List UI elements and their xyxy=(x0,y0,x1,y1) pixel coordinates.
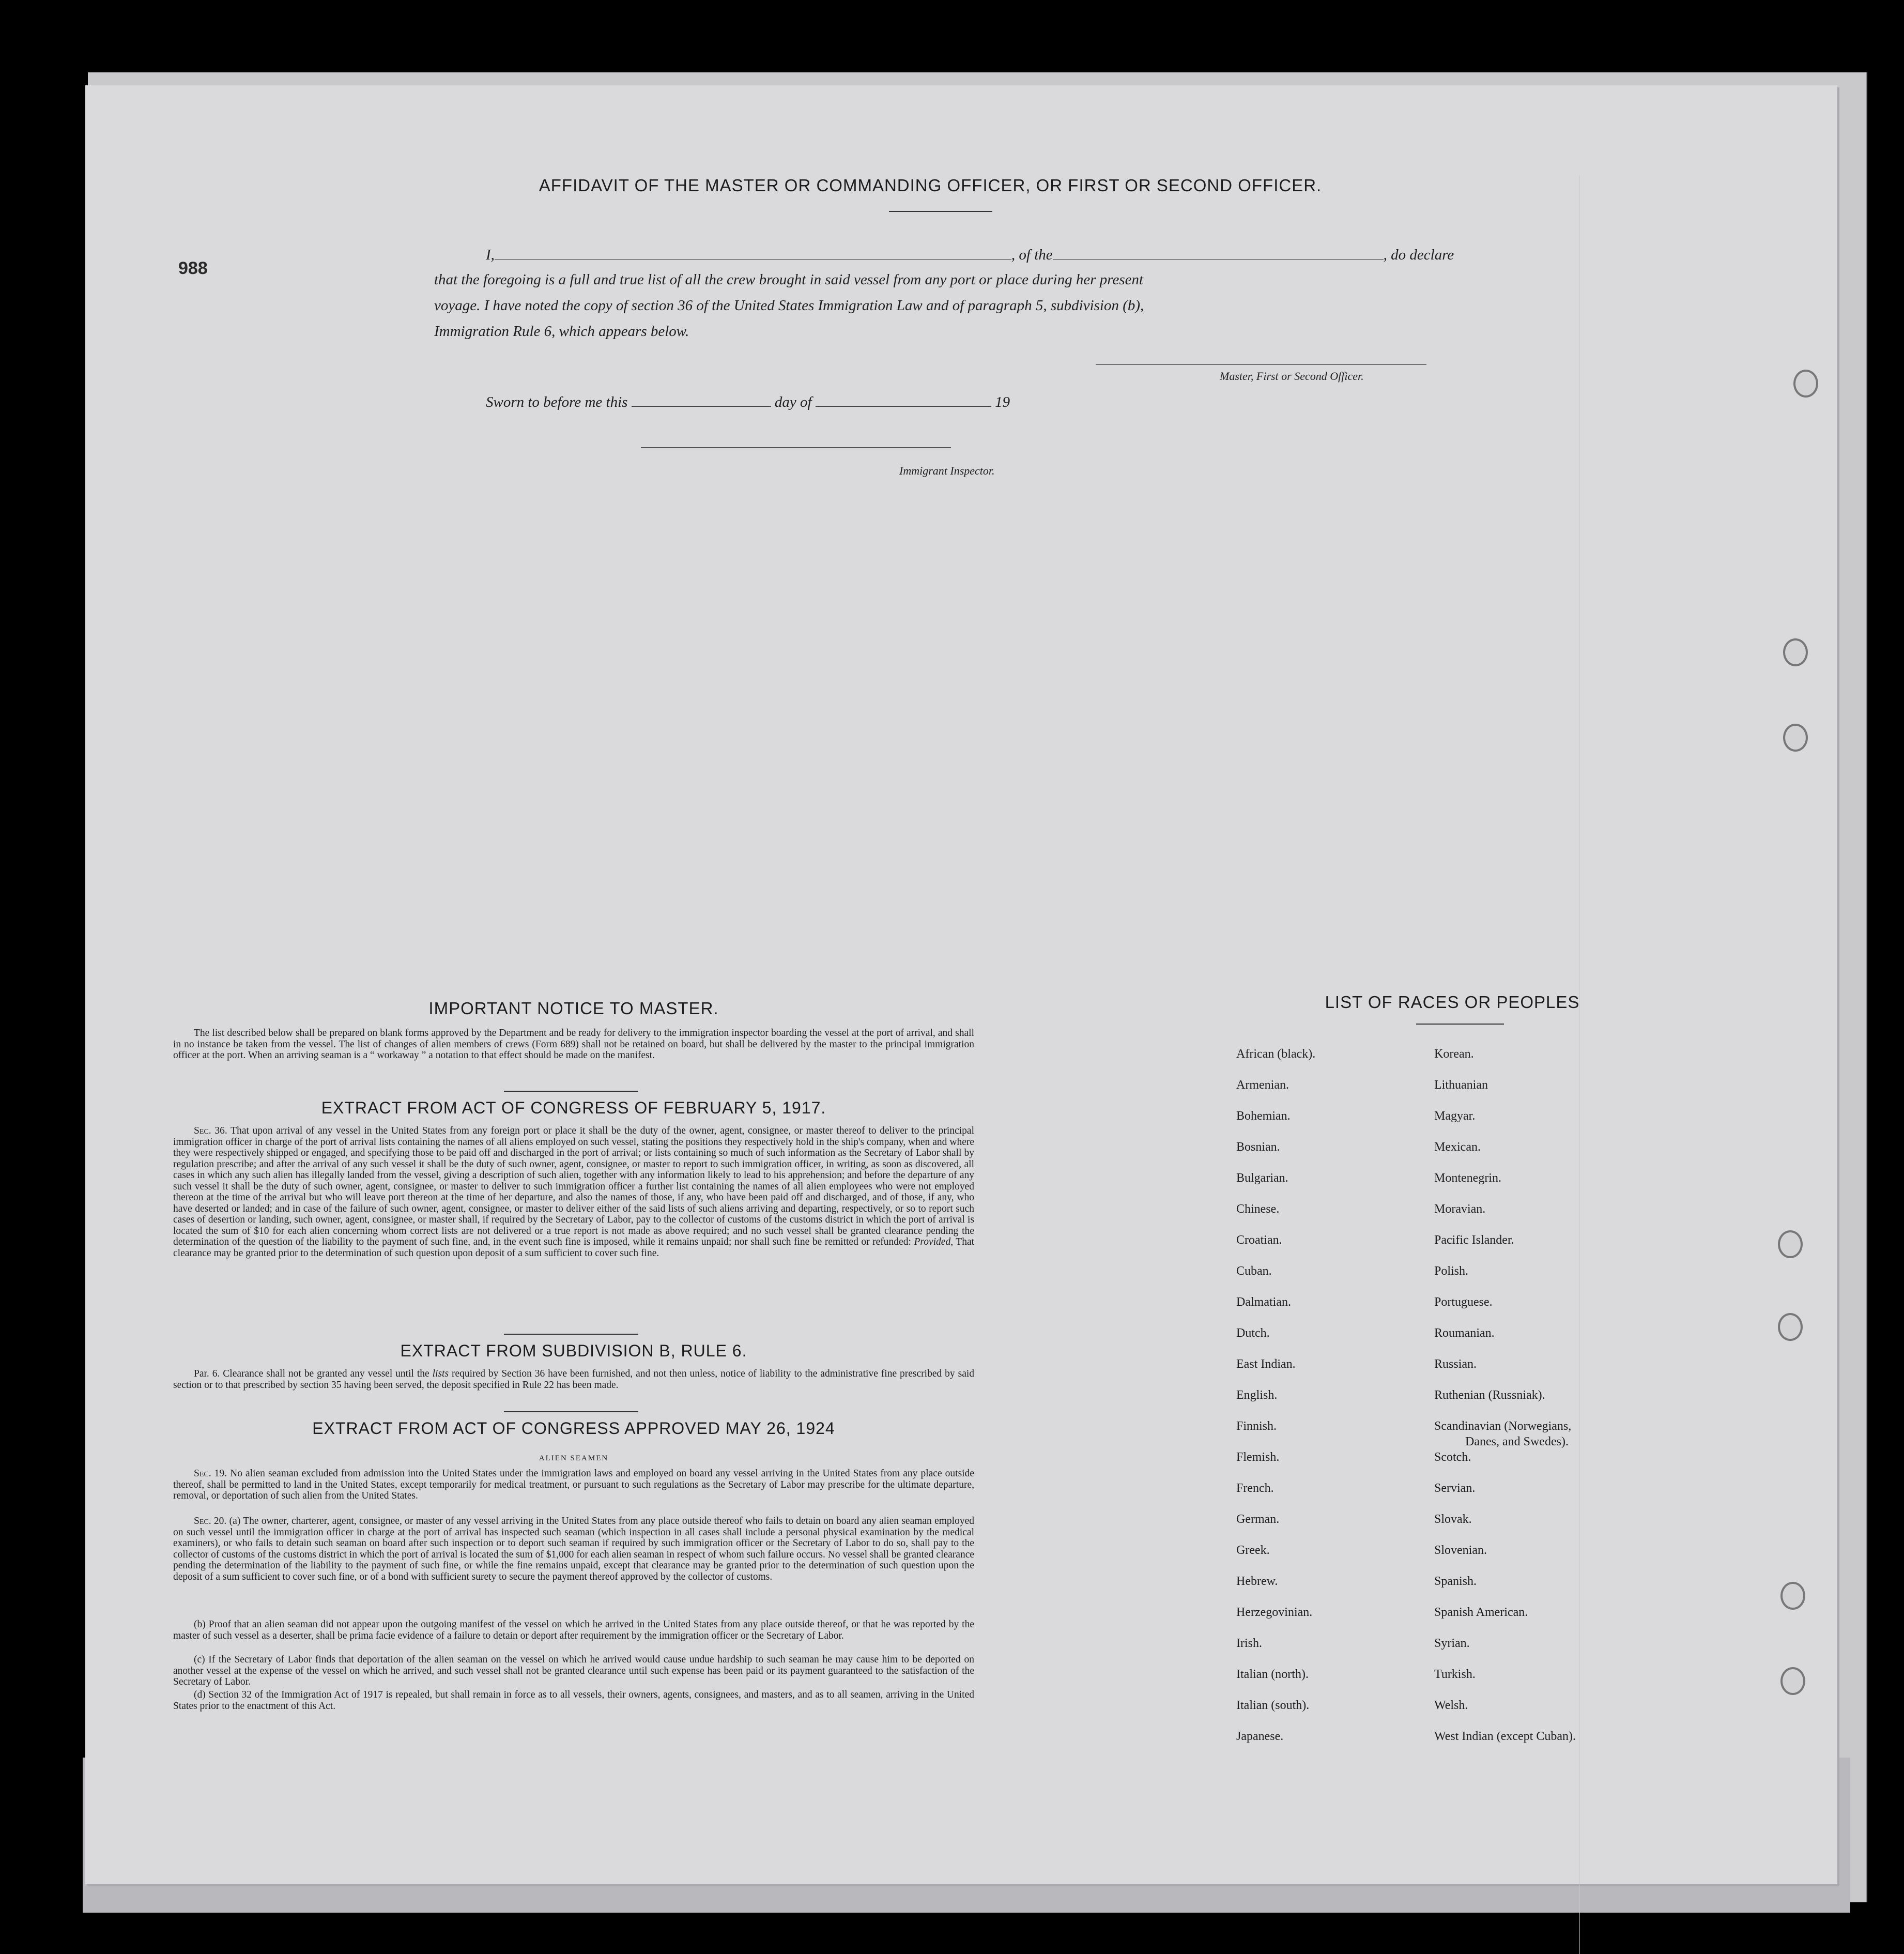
sworn-month-field[interactable] xyxy=(816,393,991,407)
sec20-b: (b) Proof that an alien seaman did not appear upon the outgoing manifest of the vessel on which he arrived in the United States from any place outside thereof, or that he was reported by the master of such vessel as a deserter, shall be prima facie evidence of a failure to detain or deport after requirement by the immigration officer or the Secretary of Labor. xyxy=(173,1619,974,1641)
sec20-label: Sec. 20. xyxy=(194,1516,227,1526)
race-item: Roumanian. xyxy=(1434,1326,1495,1340)
race-item: English. xyxy=(1236,1388,1278,1402)
affidavit-line-4: Immigration Rule 6, which appears below. xyxy=(434,323,689,340)
race-item: French. xyxy=(1236,1482,1274,1495)
race-item: Dalmatian. xyxy=(1236,1295,1291,1309)
races-section xyxy=(1230,987,1675,1763)
races-title: LIST OF RACES OR PEOPLES xyxy=(1325,993,1580,1012)
races-rule xyxy=(1416,1024,1504,1025)
extract1-provided: Provided, xyxy=(914,1236,954,1247)
race-item: Ruthenian (Russniak). xyxy=(1434,1388,1545,1402)
sec19-label: Sec. 19. xyxy=(194,1468,227,1479)
race-item: Japanese. xyxy=(1236,1730,1284,1743)
race-item: Croatian. xyxy=(1236,1233,1282,1247)
inspector-caption: Immigrant Inspector. xyxy=(899,464,995,477)
race-item: Herzegovinian. xyxy=(1236,1606,1313,1619)
race-item: Polish. xyxy=(1434,1264,1469,1278)
race-item: East Indian. xyxy=(1236,1357,1296,1371)
race-item: African (black). xyxy=(1236,1047,1316,1061)
race-item: Welsh. xyxy=(1434,1699,1468,1712)
sworn-day-field[interactable] xyxy=(632,393,771,407)
race-item: Mexican. xyxy=(1434,1140,1481,1154)
declarant-name-field[interactable] xyxy=(495,246,1011,259)
sec20-a xyxy=(173,1516,974,1582)
race-item: Hebrew. xyxy=(1236,1575,1278,1588)
sworn-prefix: Sworn to before me this xyxy=(486,394,628,410)
race-item: Irish. xyxy=(1236,1637,1262,1650)
affidavit-line-2: that the foregoing is a full and true list of all the crew brought in said vessel from any port or place during her present xyxy=(434,271,1144,288)
title-rule xyxy=(889,211,992,212)
race-item: Italian (north). xyxy=(1236,1668,1309,1681)
race-item: Italian (south). xyxy=(1236,1699,1310,1712)
races-left-column xyxy=(1236,1047,1315,1760)
extract1-body xyxy=(173,1125,974,1259)
do-declare-label: , do declare xyxy=(1383,247,1454,263)
day-of-label: day of xyxy=(774,394,812,410)
binding-hole xyxy=(1780,1582,1805,1610)
race-item: West Indian (except Cuban). xyxy=(1434,1730,1576,1743)
notice-rule xyxy=(504,1091,638,1092)
race-item: Armenian. xyxy=(1236,1078,1289,1092)
binding-hole xyxy=(1778,1313,1803,1341)
extract1-tail: That clearance may be granted prior to the determination of such question upon deposit of a sum sufficient to cover such fine. xyxy=(173,1236,975,1259)
extract1-rule xyxy=(504,1334,638,1335)
race-item: Portuguese. xyxy=(1434,1295,1493,1309)
notice-title: IMPORTANT NOTICE TO MASTER. xyxy=(428,999,719,1018)
master-signature-field[interactable] xyxy=(1096,364,1426,365)
extract1-section-label: Sec. 36. xyxy=(194,1125,227,1136)
race-item: Flemish. xyxy=(1236,1451,1280,1464)
sworn-line xyxy=(486,393,1010,411)
race-item: Russian. xyxy=(1434,1357,1477,1371)
binding-hole xyxy=(1778,1230,1803,1258)
race-item: German. xyxy=(1236,1513,1280,1526)
extract2-lists: lists xyxy=(432,1368,449,1379)
race-item: Pacific Islander. xyxy=(1434,1233,1514,1247)
race-item: Slovak. xyxy=(1434,1513,1472,1526)
binding-hole xyxy=(1780,1667,1805,1695)
race-item: Slovenian. xyxy=(1434,1544,1487,1557)
race-item: Servian. xyxy=(1434,1482,1476,1495)
extract3-subtitle: ALIEN SEAMEN xyxy=(539,1454,609,1462)
sec19-text: No alien seaman excluded from admission into the United States under the immigration laws and employed on board any vessel arriving in the United States from any place outside thereof, shall be permitted to land in the United States, except temporarily for medical treatment, or pursuant to such regulations as the Secretary of Labor may prescribe for the ultimate departure, removal, or deportation of such alien from the United States. xyxy=(173,1468,975,1501)
race-item: Montenegrin. xyxy=(1434,1171,1501,1185)
binding-hole xyxy=(1783,638,1808,666)
binding-hole xyxy=(1783,724,1808,752)
race-item: Finnish. xyxy=(1236,1419,1277,1433)
extract2-body xyxy=(173,1368,974,1391)
race-item: Spanish American. xyxy=(1434,1606,1528,1619)
race-item: Bulgarian. xyxy=(1236,1171,1288,1185)
race-item: Turkish. xyxy=(1434,1668,1476,1681)
sec19-body xyxy=(173,1468,974,1502)
affidavit-title: AFFIDAVIT OF THE MASTER OR COMMANDING OFFICER, OR FIRST OR SECOND OFFICER. xyxy=(539,176,1322,195)
affidavit-section xyxy=(403,171,1457,491)
race-item: Moravian. xyxy=(1434,1202,1486,1216)
race-item: Scandinavian (Norwegians, xyxy=(1434,1419,1572,1433)
extract1-text: That upon arrival of any vessel in the United States from any foreign port or place it shall be the duty of the owner, agent, consignee, or master thereof to deliver to the principal immigration officer in charge of the port of arrival lists containing the names of all aliens employed on such vessel, stating the positions they respectively hold in the ship's company, when and where they were respectively shipped or engaged, and specifying those to be paid off and discharged in the port of arrival; or lists containing so much of such information as the Secretary of Labor shall by regulation prescribe; and after the arrival of any such vessel it shall be the duty of such owner, agent, consignee, or master to report to such immigration officer, in writing, as soon as discovered, all cases in which any such alien has illegally landed from the vessel, giving a description of such alien, together with any information likely to lead to his apprehension; and before the departure of any such vessel it shall be the duty of such owner, agent, consignee, or master to deliver to such immigration officer a further list containing the names of all alien employees who were not employed thereon at the time of the arrival but who will leave port thereon at the time of her departure, and also the names of those, if any, who have been paid off and discharged, and of those, if any, who have deserted or landed; and in case of the failure of such owner, agent, consignee, or master to deliver either of the said lists of such aliens arriving and departing, respectively, or so to report such cases of desertion or landing, such owner, agent, consignee, or master shall, if required by the Secretary of Labor, pay to the collector of customs of the customs district in which the port of arrival is located the sum of $10 for each alien concerning whom correct lists are not delivered or a true report is not made as above required; and no such vessel shall be granted clearance pending the determination of the question of the liability to the payment of such fine, and, in the event such fine is imposed, while it remains unpaid; nor shall such fine be remitted or refunded: xyxy=(173,1125,974,1247)
extract2-rule xyxy=(504,1411,638,1412)
notice-section xyxy=(173,993,974,1768)
race-item: Danes, and Swedes). xyxy=(1465,1435,1569,1448)
extract2-title: EXTRACT FROM SUBDIVISION B, RULE 6. xyxy=(400,1341,747,1360)
notice-body: The list described below shall be prepared on blank forms approved by the Department and be ready for delivery to the immigration inspector boarding the vessel at the port of arrival, and shall in no instance be taken from the vessel. The list of changes of alien members of crews (Form 689) shall not be retained on board, but shall be delivered by the master to the principal immigration officer at the port. When an arriving seaman is a “ workaway ” a notation to that effect should be made on the manifest. xyxy=(173,1028,974,1061)
race-item: Dutch. xyxy=(1236,1326,1270,1340)
race-item: Bohemian. xyxy=(1236,1109,1291,1123)
extract2-text-b: required by Section 36 have been furnished, and not then unless, notice of liability to the administrative fine prescribed by said section or to that prescribed by section 35 having been served, the deposit specified in Rule 22 has been made. xyxy=(173,1368,975,1391)
sec20-c: (c) If the Secretary of Labor finds that deportation of the alien seaman on the vessel on which he arrived would cause undue hardship to such seaman he may cause him to be deported on another vessel at the expense of the vessel on which he arrived, and such vessel shall not be granted clearance until such expense has been paid or its payment guaranteed to the satisfaction of the Secretary of Labor. xyxy=(173,1654,974,1687)
specimen-number: 988 xyxy=(178,258,208,278)
race-item: Syrian. xyxy=(1434,1637,1470,1650)
race-item: Spanish. xyxy=(1434,1575,1477,1588)
race-item: Lithuanian xyxy=(1434,1078,1488,1092)
race-item: Greek. xyxy=(1236,1544,1270,1557)
sec20-d: (d) Section 32 of the Immigration Act of 1917 is repealed, but shall remain in force as to all vessels, their owners, agents, consignees, and masters, and as to all seamen, arriving in the United States prior to the enactment of this Act. xyxy=(173,1689,974,1712)
race-item: Bosnian. xyxy=(1236,1140,1280,1154)
race-item: Cuban. xyxy=(1236,1264,1272,1278)
extract2-text-a: Par. 6. Clearance shall not be granted any vessel until the xyxy=(194,1368,429,1379)
affidavit-line-1 xyxy=(486,246,1454,264)
of-the-label: , of the xyxy=(1011,247,1053,263)
race-item: Scotch. xyxy=(1434,1451,1471,1464)
race-item: Chinese. xyxy=(1236,1202,1280,1216)
vessel-name-field[interactable] xyxy=(1053,246,1384,259)
extract3-title: EXTRACT FROM ACT OF CONGRESS APPROVED MAY 26, 1924 xyxy=(312,1419,835,1438)
binding-hole xyxy=(1793,370,1818,398)
race-item: Korean. xyxy=(1434,1047,1474,1061)
races-right-column xyxy=(1434,1047,1576,1760)
sec20-a-text: (a) The owner, charterer, agent, consignee, or master of any vessel arriving in the United States from any place outside thereof who fails to detain on board any alien seaman employed on such vessel until the immigration officer in charge at the port of arrival has inspected such seaman (which inspection in all cases shall include a personal physical examination by the medical examiners), or who fails to detain such seaman on board after such inspection or to deport such seaman if required by such immigration officer or the Secretary of Labor to do so, shall pay to the collector of customs of the customs district in which the port of arrival is located the sum of $1,000 for each alien seaman in respect of whom such failure occurs. No vessel shall be granted clearance pending the determination of the liability to the payment of such fine, or while the fine remains unpaid, except that clearance may be granted prior to the determination of such question upon the deposit of a sum sufficient to cover such fine, or of a bond with sufficient surety to secure the payment thereof approved by the collector of customs. xyxy=(173,1516,974,1582)
extract1-title: EXTRACT FROM ACT OF CONGRESS OF FEBRUARY 5, 1917. xyxy=(321,1098,826,1117)
declarant-prefix: I, xyxy=(486,247,495,263)
sworn-year-prefix: 19 xyxy=(995,394,1010,410)
race-item: Magyar. xyxy=(1434,1109,1476,1123)
master-signature-caption: Master, First or Second Officer. xyxy=(1220,370,1364,383)
affidavit-line-3: voyage. I have noted the copy of section 36 of the United States Immigration Law and of paragraph 5, subdivision (b), xyxy=(434,297,1144,314)
inspector-signature-field[interactable] xyxy=(641,447,951,448)
